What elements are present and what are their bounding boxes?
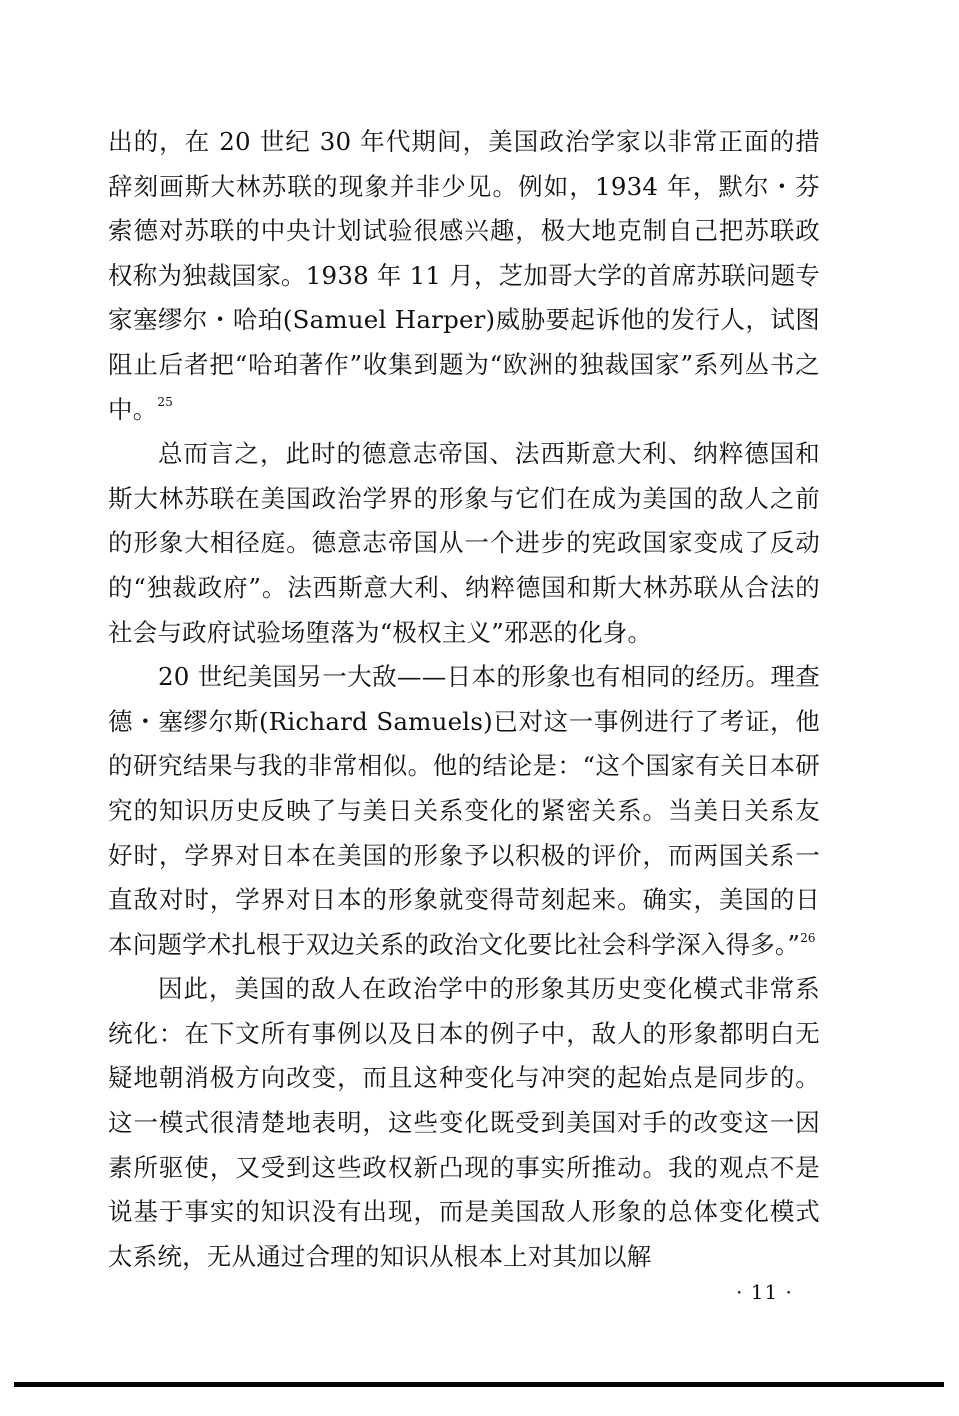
bottom-rule bbox=[14, 1382, 944, 1387]
footnote-marker-26: 26 bbox=[800, 930, 816, 945]
paragraph-1-text: 出的，在 20 世纪 30 年代期间，美国政治学家以非常正面的措辞刻画斯大林苏联的现象并非少见。例如，1934 年，默尔・芬索德对苏联的中央计划试验很感兴趣，极大地克制自己把苏联政权称为独裁国家。1938 年 11 月，芝加哥大学的首席苏联问题专家塞缪尔・哈珀(Samuel Harper)威胁要起诉他的发行人，试图阻止后者把“哈珀著作”收集到题为“欧洲的独裁国家”系列丛书之中。 bbox=[108, 127, 820, 424]
paragraph-4-text: 因此，美国的敌人在政治学中的形象其历史变化模式非常系统化：在下文所有事例以及日本的例子中，敌人的形象都明白无疑地朝消极方向改变，而且这种变化与冲突的起始点是同步的。这一模式很清楚地表明，这些变化既受到美国对手的改变这一因素所驱使，又受到这些政权新凸现的事实所推动。我的观点不是说基于事实的知识没有出现，而是美国敌人形象的总体变化模式太系统，无从通过合理的知识从根本上对其加以解 bbox=[108, 974, 820, 1271]
paragraph-3-text: 20 世纪美国另一大敌——日本的形象也有相同的经历。理查德・塞缪尔斯(Richard Samuels)已对这一事例进行了考证，他的研究结果与我的非常相似。他的结论是：“这个国家有关日本研究的知识历史反映了与美日关系变化的紧密关系。当美日关系友好时，学界对日本在美国的形象予以积极的评价，而两国关系一直敌对时，学界对日本的形象就变得苛刻起来。确实，美国的日本问题学术扎根于双边关系的政治文化要比社会科学深入得多。” bbox=[108, 662, 820, 959]
page-number: · 11 · bbox=[736, 1280, 793, 1304]
paragraph-2-text: 总而言之，此时的德意志帝国、法西斯意大利、纳粹德国和斯大林苏联在美国政治学界的形象与它们在成为美国的敌人之前的形象大相径庭。德意志帝国从一个进步的宪政国家变成了反动的“独裁政府”。法西斯意大利、纳粹德国和斯大林苏联从合法的社会与政府试验场堕落为“极权主义”邪恶的化身。 bbox=[108, 439, 820, 647]
body-text bbox=[108, 120, 820, 1279]
paragraph-3 bbox=[108, 655, 820, 967]
footnote-marker-25: 25 bbox=[157, 395, 174, 410]
paragraph-2 bbox=[108, 432, 820, 655]
paragraph-1 bbox=[108, 120, 820, 432]
paragraph-4 bbox=[108, 967, 820, 1279]
